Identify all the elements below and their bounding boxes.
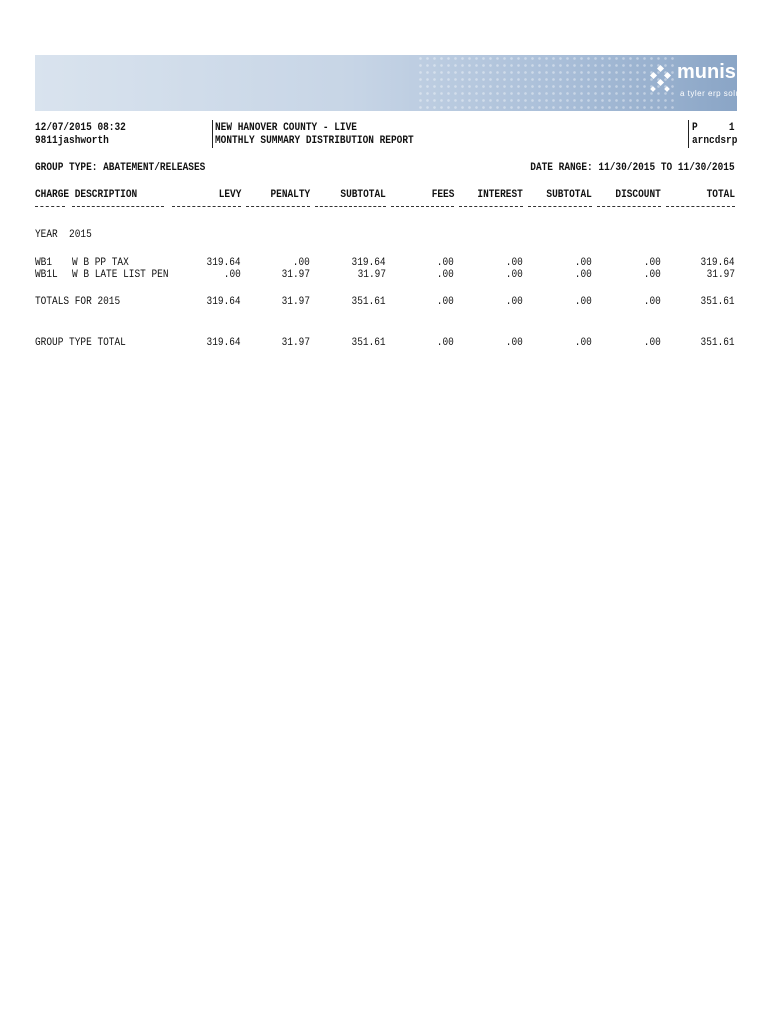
discount-total: .00 (643, 296, 661, 308)
subtotal-1-value: 319.64 (351, 257, 386, 269)
underline-subtotal-1 (315, 206, 386, 207)
banner-dot-pattern (417, 55, 677, 111)
org-name: NEW HANOVER COUNTY - LIVE (215, 122, 357, 134)
underline-penalty (246, 206, 310, 207)
interest-total: .00 (505, 296, 523, 308)
levy-value: .00 (223, 269, 241, 281)
subtotal-2-value: .00 (574, 257, 592, 269)
report-user: 9811jashworth (35, 135, 109, 147)
underline-desc (72, 206, 164, 207)
underline-total (666, 206, 735, 207)
underline-interest (459, 206, 523, 207)
total-total: 351.61 (700, 296, 735, 308)
fees-group-total: .00 (436, 337, 454, 349)
penalty-group-total: 31.97 (281, 337, 310, 349)
subtotal-1-total: 351.61 (351, 296, 386, 308)
col-total: TOTAL (706, 189, 735, 201)
levy-total: 319.64 (206, 296, 241, 308)
totals-label: TOTALS FOR 2015 (35, 296, 121, 308)
discount-value: .00 (643, 269, 661, 281)
subtotal-1-group-total: 351.61 (351, 337, 386, 349)
subtotal-1-value: 31.97 (357, 269, 386, 281)
col-interest: INTEREST (477, 189, 523, 201)
group-total-label: GROUP TYPE TOTAL (35, 337, 126, 349)
subtotal-2-total: .00 (574, 296, 592, 308)
underline-discount (597, 206, 661, 207)
header-divider-left (212, 120, 213, 148)
total-group-total: 351.61 (700, 337, 735, 349)
charge-desc: W B LATE LIST PEN (72, 269, 169, 281)
discount-group-total: .00 (643, 337, 661, 349)
subtotal-2-group-total: .00 (574, 337, 592, 349)
interest-value: .00 (505, 257, 523, 269)
col-levy: LEVY (218, 189, 241, 201)
logo-tagline: a tyler erp solution (680, 89, 756, 98)
underline-fees (391, 206, 454, 207)
underline-code (35, 206, 65, 207)
col-penalty: PENALTY (270, 189, 310, 201)
report-banner (35, 55, 756, 111)
munis-logo (647, 61, 756, 107)
fees-value: .00 (436, 269, 454, 281)
date-range: DATE RANGE: 11/30/2015 TO 11/30/2015 (530, 162, 735, 174)
col-discount: DISCOUNT (615, 189, 661, 201)
col-subtotal-1: SUBTOTAL (340, 189, 386, 201)
col-charge-description: CHARGE DESCRIPTION (35, 189, 138, 201)
year-label: YEAR 2015 (35, 229, 92, 241)
penalty-value: 31.97 (281, 269, 310, 281)
page-label: P (692, 122, 698, 134)
page-number: 1 (729, 122, 735, 134)
group-type: GROUP TYPE: ABATEMENT/RELEASES (35, 162, 206, 174)
underline-levy (172, 206, 241, 207)
penalty-total: 31.97 (281, 296, 310, 308)
fees-total: .00 (436, 296, 454, 308)
interest-value: .00 (505, 269, 523, 281)
program-id: arncdsrp (692, 135, 738, 147)
underline-subtotal-2 (528, 206, 592, 207)
header-divider-right (688, 120, 689, 148)
col-subtotal-2: SUBTOTAL (546, 189, 592, 201)
charge-code: WB1 (35, 257, 53, 269)
discount-value: .00 (643, 257, 661, 269)
total-value: 31.97 (706, 269, 735, 281)
interest-group-total: .00 (505, 337, 523, 349)
col-fees: FEES (431, 189, 454, 201)
levy-group-total: 319.64 (206, 337, 241, 349)
fees-value: .00 (436, 257, 454, 269)
charge-desc: W B PP TAX (72, 257, 129, 269)
munis-diamond-icon (647, 65, 675, 95)
penalty-value: .00 (292, 257, 310, 269)
charge-code: WB1L (35, 269, 58, 281)
report-datetime: 12/07/2015 08:32 (35, 122, 126, 134)
report-title: MONTHLY SUMMARY DISTRIBUTION REPORT (215, 135, 414, 147)
total-value: 319.64 (700, 257, 735, 269)
levy-value: 319.64 (206, 257, 241, 269)
subtotal-2-value: .00 (574, 269, 592, 281)
logo-name: munis (677, 61, 736, 83)
